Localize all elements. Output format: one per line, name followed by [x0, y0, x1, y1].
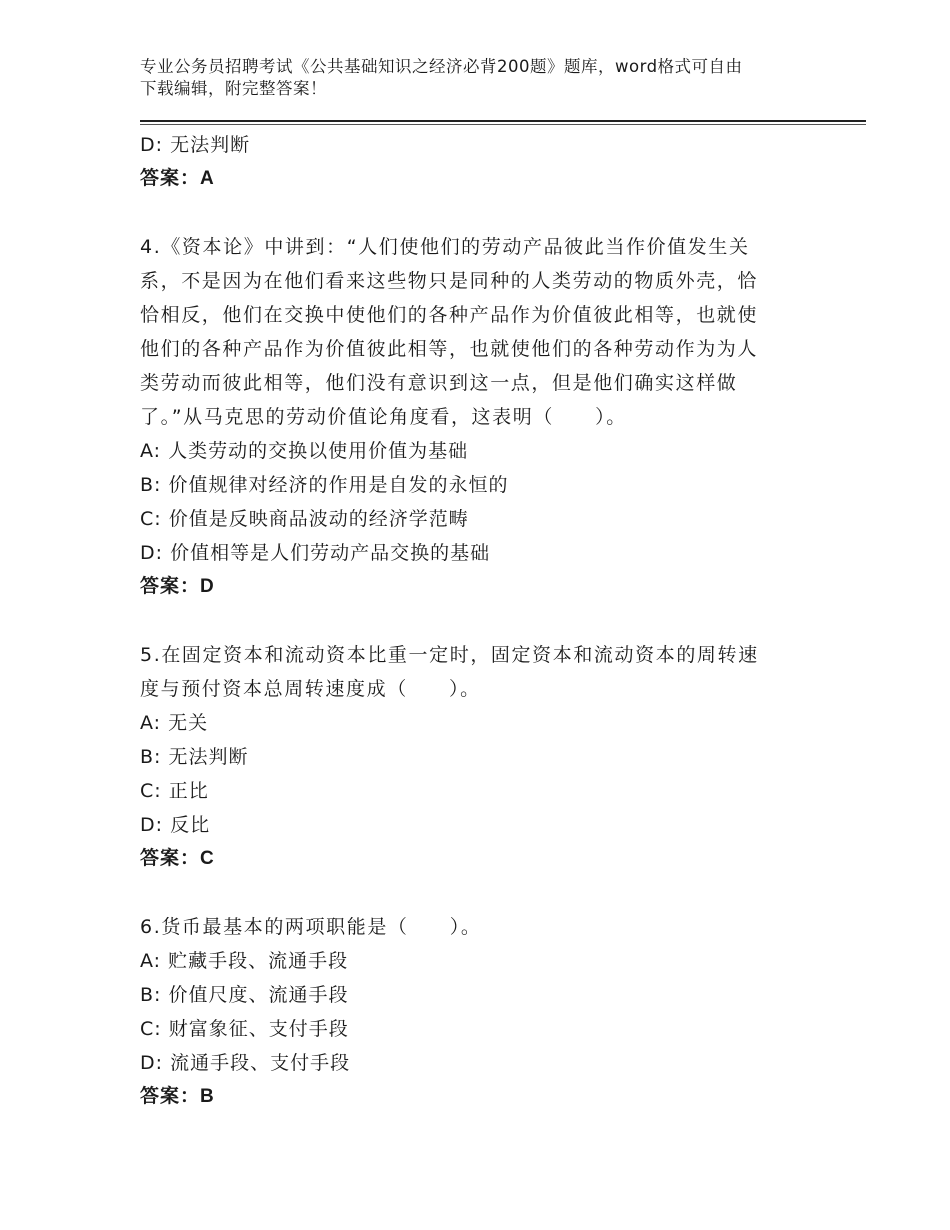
question-text-line: 系，不是因为在他们看来这些物只是同种的人类劳动的物质外壳，恰 [140, 270, 759, 292]
question-text-line: 5.在固定资本和流动资本比重一定时，固定资本和流动资本的周转速 [140, 644, 759, 666]
question-text-line: 6.货币最基本的两项职能是（ ）。 [140, 916, 482, 938]
answer-line: 答案：A [140, 168, 215, 189]
question-5 [140, 638, 800, 876]
header-divider-thick [140, 120, 866, 122]
question-text-line: 类劳动而彼此相等，他们没有意识到这一点，但是他们确实这样做 [140, 372, 738, 394]
option-b: B: 价值尺度、流通手段 [140, 984, 349, 1006]
header-divider-thin [140, 124, 866, 125]
option-a: A: 贮藏手段、流通手段 [140, 950, 349, 972]
question-text-line: 他们的各种产品作为价值彼此相等，也就使他们的各种劳动作为为人 [140, 338, 759, 360]
header-line-1: 专业公务员招聘考试《公共基础知识之经济必背200题》题库，word格式可自由 [140, 57, 743, 76]
option-a: A: 人类劳动的交换以使用价值为基础 [140, 440, 469, 462]
question-text-line: 了。”从马克思的劳动价值论角度看，这表明（ ）。 [140, 406, 627, 428]
answer-line: 答案：B [140, 1086, 215, 1107]
document-header [140, 56, 820, 100]
question-6 [140, 910, 800, 1114]
question-4 [140, 230, 800, 604]
answer-line: 答案：D [140, 576, 215, 597]
previous-question-tail [140, 128, 800, 196]
header-line-2: 下载编辑，附完整答案！ [140, 79, 327, 98]
option-c: C: 财富象征、支付手段 [140, 1018, 349, 1040]
option-d: D: 反比 [140, 814, 211, 836]
option-a: A: 无关 [140, 712, 209, 734]
option-c: C: 价值是反映商品波动的经济学范畴 [140, 508, 469, 530]
question-text-line: 4.《资本论》中讲到：“人们使他们的劳动产品彼此当作价值发生关 [140, 236, 750, 258]
answer-line: 答案：C [140, 848, 215, 869]
option-b: B: 价值规律对经济的作用是自发的永恒的 [140, 474, 509, 496]
question-list [140, 128, 800, 1114]
question-text-line: 恰相反，他们在交换中使他们的各种产品作为价值彼此相等，也就使 [140, 304, 759, 326]
option-b: B: 无法判断 [140, 746, 249, 768]
question-text-line: 度与预付资本总周转速度成（ ）。 [140, 678, 481, 700]
option-c: C: 正比 [140, 780, 209, 802]
option-d: D: 无法判断 [140, 134, 251, 156]
option-d: D: 流通手段、支付手段 [140, 1052, 351, 1074]
option-d: D: 价值相等是人们劳动产品交换的基础 [140, 542, 491, 564]
